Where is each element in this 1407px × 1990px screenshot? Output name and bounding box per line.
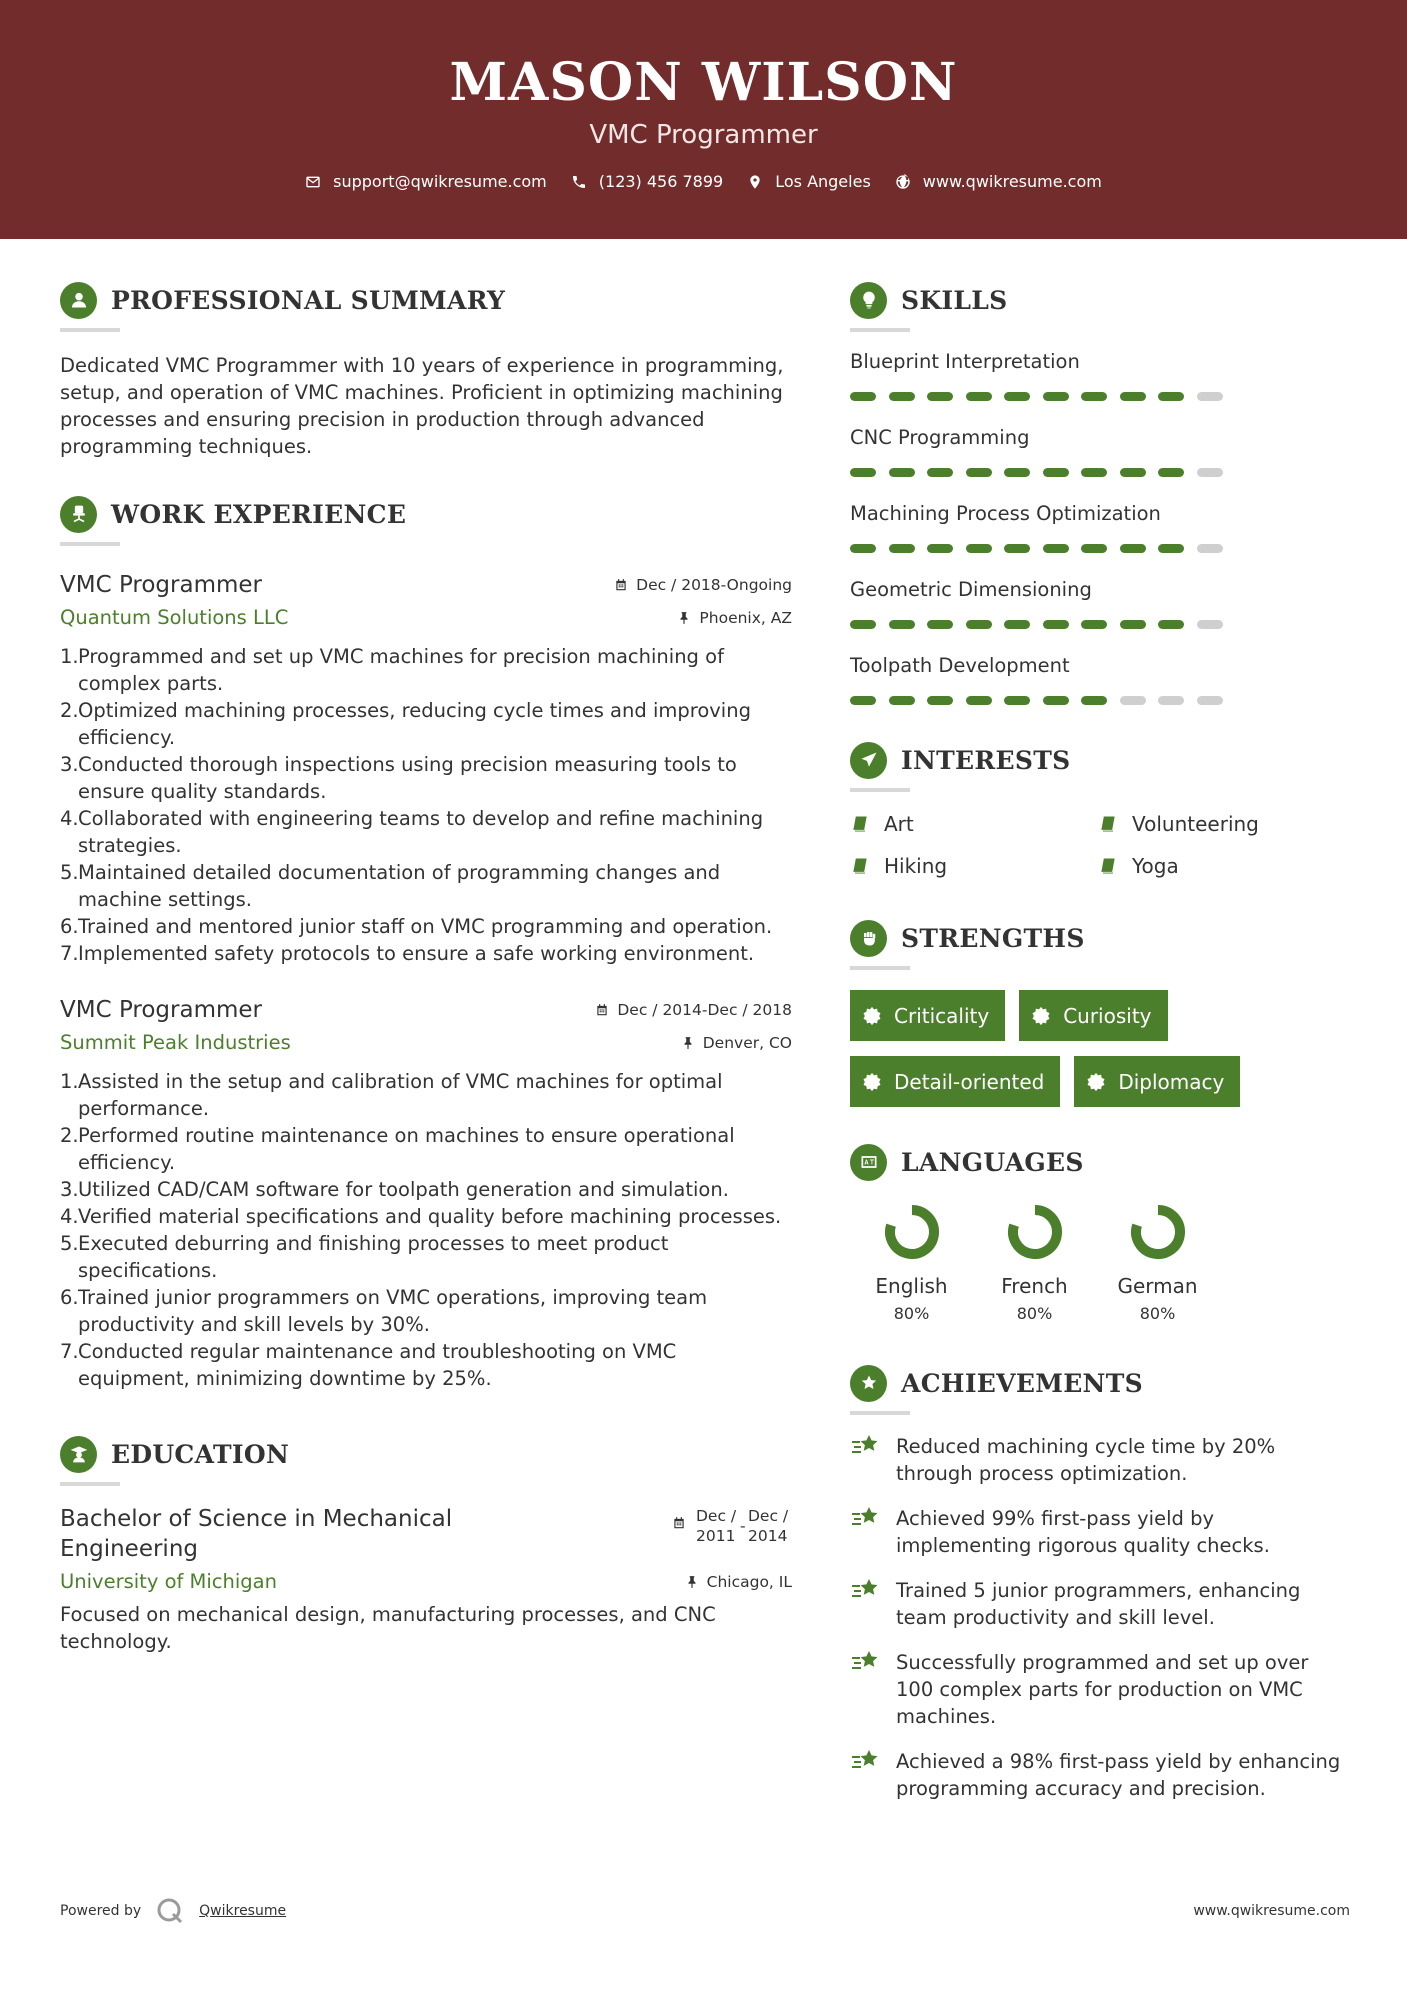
language-name: English xyxy=(875,1274,948,1298)
list-item: 4. Collaborated with engineering teams to develop and refine machining strategies. xyxy=(60,807,764,857)
map-pin-icon xyxy=(747,174,763,190)
job-date: Dec / 2018-Ongoing xyxy=(614,576,792,594)
interests-section xyxy=(850,740,1350,878)
list-item: 3. Utilized CAD/CAM software for toolpath generation and simulation. xyxy=(60,1178,729,1201)
languages-list xyxy=(850,1202,1350,1323)
skill-dot xyxy=(889,544,915,553)
language-percent: 80% xyxy=(1139,1304,1176,1323)
strength-badge: Diplomacy xyxy=(1074,1056,1240,1107)
graduate-icon xyxy=(60,1436,97,1473)
skill-dot xyxy=(1197,392,1223,401)
skill-dot xyxy=(850,468,876,477)
list-item: 6. Trained junior programmers on VMC operations, improving team productivity and skill levels by 30%. xyxy=(60,1286,708,1336)
section-header xyxy=(850,280,1350,320)
section-title: WORK EXPERIENCE xyxy=(111,499,407,529)
book-icon xyxy=(1098,814,1118,834)
skill-dot xyxy=(889,468,915,477)
calendar-icon xyxy=(672,1516,686,1530)
job-title: VMC Programmer xyxy=(60,997,263,1023)
calendar-icon xyxy=(595,1003,609,1017)
company-name: Summit Peak Industries xyxy=(60,1031,291,1054)
skill-dot xyxy=(1197,620,1223,629)
list-item: Reduced machining cycle time by 20% through process optimization. xyxy=(850,1433,1350,1487)
list-item: 3. Conducted thorough inspections using precision measuring tools to ensure quality standards. xyxy=(60,753,737,803)
skill-dot xyxy=(1004,544,1030,553)
language-item xyxy=(973,1202,1096,1323)
strengths-section xyxy=(850,918,1350,1122)
education-description: Focused on mechanical design, manufacturing processes, and CNC technology. xyxy=(60,1603,716,1653)
qwikresume-logo-icon xyxy=(155,1896,185,1926)
skill-dot xyxy=(1043,620,1069,629)
badge-star-icon xyxy=(862,1072,882,1092)
skill-item xyxy=(850,654,1350,730)
skill-name: Blueprint Interpretation xyxy=(850,350,1080,373)
powered-by xyxy=(60,1896,286,1926)
language-percent: 80% xyxy=(1016,1304,1053,1323)
skill-dot xyxy=(927,620,953,629)
language-ring xyxy=(1005,1202,1065,1262)
section-title: STRENGTHS xyxy=(901,923,1085,953)
shooting-star-icon xyxy=(850,1431,882,1459)
skill-item xyxy=(850,578,1350,654)
summary-section xyxy=(60,280,792,460)
skill-dot xyxy=(1197,544,1223,553)
skill-dot xyxy=(1158,620,1184,629)
lightbulb-icon xyxy=(850,282,887,319)
right-column xyxy=(850,280,1350,1802)
section-header xyxy=(850,918,1350,958)
left-column xyxy=(60,280,792,1655)
degree-title: Bachelor of Science in Mechanical Engineering xyxy=(60,1506,453,1562)
pushpin-icon xyxy=(677,611,691,625)
skill-dot xyxy=(927,392,953,401)
section-divider xyxy=(60,1482,120,1486)
skill-dot xyxy=(1004,696,1030,705)
envelope-icon xyxy=(305,174,321,190)
job-location: Phoenix, AZ xyxy=(677,609,792,627)
section-divider xyxy=(60,542,120,546)
skill-dot xyxy=(889,696,915,705)
skill-name: Toolpath Development xyxy=(850,654,1070,677)
list-item: 1. Assisted in the setup and calibration of VMC machines for optimal performance. xyxy=(60,1070,723,1120)
section-title: INTERESTS xyxy=(901,745,1071,775)
language-item xyxy=(850,1202,973,1323)
skill-item xyxy=(850,426,1350,502)
skill-dot xyxy=(1043,392,1069,401)
skill-dot xyxy=(1197,696,1223,705)
strength-badge: Curiosity xyxy=(1019,990,1167,1041)
skill-dot xyxy=(966,620,992,629)
list-item: 2. Optimized machining processes, reducing cycle times and improving efficiency. xyxy=(60,699,751,749)
skill-dot xyxy=(1120,468,1146,477)
list-item: 5. Executed deburring and finishing processes to meet product specifications. xyxy=(60,1232,669,1282)
user-icon xyxy=(60,282,97,319)
candidate-name: MASON WILSON xyxy=(449,52,958,113)
list-item: Yoga xyxy=(1098,854,1346,878)
job-entry xyxy=(60,997,792,1392)
skill-dot xyxy=(1158,468,1184,477)
contact-email[interactable] xyxy=(305,172,547,191)
section-header xyxy=(60,494,792,534)
skill-dot xyxy=(927,468,953,477)
brand-link[interactable]: Qwikresume xyxy=(199,1903,287,1919)
skill-name: CNC Programming xyxy=(850,426,1030,449)
contact-location xyxy=(747,172,871,191)
book-icon xyxy=(850,814,870,834)
job-location: Denver, CO xyxy=(681,1034,792,1052)
list-item: 5. Maintained detailed documentation of programming changes and machine settings. xyxy=(60,861,721,911)
pushpin-icon xyxy=(685,1575,699,1589)
skill-dot xyxy=(1120,696,1146,705)
skill-dot xyxy=(927,696,953,705)
skill-dot xyxy=(850,392,876,401)
skill-rating xyxy=(850,392,1350,426)
shooting-star-icon xyxy=(850,1575,882,1603)
skill-dot xyxy=(1081,392,1107,401)
skill-name: Geometric Dimensioning xyxy=(850,578,1092,601)
company-name: Quantum Solutions LLC xyxy=(60,606,289,629)
shooting-star-icon xyxy=(850,1746,882,1774)
skill-dot xyxy=(1043,544,1069,553)
skill-dot xyxy=(850,544,876,553)
email-text: support@qwikresume.com xyxy=(333,172,547,191)
section-header xyxy=(60,280,792,320)
skill-dot xyxy=(889,392,915,401)
list-item: Volunteering xyxy=(1098,812,1346,836)
page-footer xyxy=(60,1896,1350,1926)
section-divider xyxy=(850,328,910,332)
contact-phone[interactable] xyxy=(571,172,723,191)
badge-star-icon xyxy=(1086,1072,1106,1092)
skill-name: Machining Process Optimization xyxy=(850,502,1161,525)
list-item: Achieved 99% first-pass yield by implementing rigorous quality checks. xyxy=(850,1505,1350,1559)
strength-badge: Detail-oriented xyxy=(850,1056,1060,1107)
list-item: 1. Programmed and set up VMC machines for precision machining of complex parts. xyxy=(60,645,724,695)
achievements-list xyxy=(850,1433,1350,1802)
skill-rating xyxy=(850,544,1350,578)
candidate-title: VMC Programmer xyxy=(589,120,818,150)
section-title: ACHIEVEMENTS xyxy=(901,1368,1143,1398)
fist-icon xyxy=(850,920,887,957)
skill-dot xyxy=(1081,696,1107,705)
calendar-icon xyxy=(614,578,628,592)
book-icon xyxy=(1098,856,1118,876)
skill-item xyxy=(850,350,1350,426)
skill-dot xyxy=(1158,544,1184,553)
shooting-star-icon xyxy=(850,1503,882,1531)
job-bullets xyxy=(60,643,792,967)
section-title: SKILLS xyxy=(901,285,1008,315)
list-item: Successfully programmed and set up over 100 complex parts for production on VMC machines. xyxy=(850,1649,1350,1730)
phone-icon xyxy=(571,174,587,190)
language-name: French xyxy=(1001,1274,1068,1298)
phone-text: (123) 456 7899 xyxy=(598,172,724,191)
skill-dot xyxy=(889,620,915,629)
paper-plane-icon xyxy=(850,742,887,779)
list-item: Hiking xyxy=(850,854,1098,878)
job-entry xyxy=(60,572,792,967)
badge-star-icon xyxy=(1031,1006,1051,1026)
list-item: Art xyxy=(850,812,1098,836)
skill-dot xyxy=(1081,620,1107,629)
section-title: PROFESSIONAL SUMMARY xyxy=(111,285,506,315)
job-bullets xyxy=(60,1068,792,1392)
shooting-star-icon xyxy=(850,1647,882,1675)
list-item: 4. Verified material specifications and quality before machining processes. xyxy=(60,1205,782,1228)
skill-dot xyxy=(927,544,953,553)
language-percent: 80% xyxy=(893,1304,930,1323)
skill-dot xyxy=(1158,392,1184,401)
skill-dot xyxy=(1043,468,1069,477)
language-icon xyxy=(850,1144,887,1181)
section-divider xyxy=(850,1411,910,1415)
section-divider xyxy=(850,788,910,792)
language-ring xyxy=(1128,1202,1188,1262)
section-title: EDUCATION xyxy=(111,1439,290,1469)
language-item xyxy=(1096,1202,1219,1323)
skill-dot xyxy=(1197,468,1223,477)
contact-website[interactable] xyxy=(895,172,1102,191)
section-header xyxy=(850,1363,1350,1403)
strength-badge: Criticality xyxy=(850,990,1005,1041)
skill-dot xyxy=(1120,392,1146,401)
job-date: Dec / 2014-Dec / 2018 xyxy=(595,1001,792,1019)
skill-dot xyxy=(966,392,992,401)
skill-dot xyxy=(1043,696,1069,705)
section-divider xyxy=(850,966,910,970)
school-location: Chicago, IL xyxy=(685,1573,792,1591)
achievements-section xyxy=(850,1363,1350,1802)
star-badge-icon xyxy=(850,1365,887,1402)
skill-dot xyxy=(1120,620,1146,629)
language-name: German xyxy=(1117,1274,1198,1298)
website-text: www.qwikresume.com xyxy=(922,172,1102,191)
section-header xyxy=(850,740,1350,780)
location-text: Los Angeles xyxy=(775,172,871,191)
section-header xyxy=(60,1434,792,1474)
skill-dot xyxy=(966,696,992,705)
summary-text: Dedicated VMC Programmer with 10 years of experience in programming, setup, and operation of VMC machines. Proficient in optimizing machining processes and ensuring precision in production through advanced programming techniques. xyxy=(60,354,784,458)
skill-rating xyxy=(850,468,1350,502)
skill-dot xyxy=(1081,544,1107,553)
resume-header xyxy=(0,0,1407,239)
skill-dot xyxy=(1158,696,1184,705)
skill-dot xyxy=(966,544,992,553)
section-title: LANGUAGES xyxy=(901,1147,1084,1177)
skill-rating xyxy=(850,620,1350,654)
office-chair-icon xyxy=(60,496,97,533)
section-header xyxy=(850,1142,1350,1182)
interests-list xyxy=(850,812,1350,878)
skill-dot xyxy=(850,696,876,705)
experience-section xyxy=(60,494,792,1392)
skill-rating xyxy=(850,696,1350,730)
strengths-list xyxy=(850,990,1330,1122)
job-title: VMC Programmer xyxy=(60,572,263,598)
pushpin-icon xyxy=(681,1036,695,1050)
list-item: Trained 5 junior programmers, enhancing team productivity and skill level. xyxy=(850,1577,1350,1631)
list-item: 6. Trained and mentored junior staff on VMC programming and operation. xyxy=(60,915,773,938)
education-section xyxy=(60,1434,792,1655)
education-date: Dec / 2011 - Dec / 2014 xyxy=(672,1506,792,1564)
list-item: 2. Performed routine maintenance on machines to ensure operational efficiency. xyxy=(60,1124,735,1174)
list-item: 7. Conducted regular maintenance and troubleshooting on VMC equipment, minimizing downtime by 25%. xyxy=(60,1340,677,1390)
skill-dot xyxy=(1081,468,1107,477)
school-name: University of Michigan xyxy=(60,1570,277,1593)
section-divider xyxy=(60,328,120,332)
skills-section xyxy=(850,280,1350,730)
footer-website[interactable]: www.qwikresume.com xyxy=(1193,1903,1350,1919)
contact-bar xyxy=(0,172,1407,191)
powered-by-label: Powered by xyxy=(60,1903,142,1919)
skill-dot xyxy=(850,620,876,629)
list-item: Achieved a 98% first-pass yield by enhancing programming accuracy and precision. xyxy=(850,1748,1350,1802)
skill-dot xyxy=(1004,392,1030,401)
globe-icon xyxy=(895,174,911,190)
skills-list xyxy=(850,350,1350,730)
language-ring xyxy=(882,1202,942,1262)
badge-star-icon xyxy=(862,1006,882,1026)
skill-dot xyxy=(1120,544,1146,553)
skill-dot xyxy=(1004,468,1030,477)
list-item: 7. Implemented safety protocols to ensure a safe working environment. xyxy=(60,942,755,965)
skill-dot xyxy=(1004,620,1030,629)
skill-dot xyxy=(966,468,992,477)
book-icon xyxy=(850,856,870,876)
skill-item xyxy=(850,502,1350,578)
languages-section xyxy=(850,1142,1350,1323)
